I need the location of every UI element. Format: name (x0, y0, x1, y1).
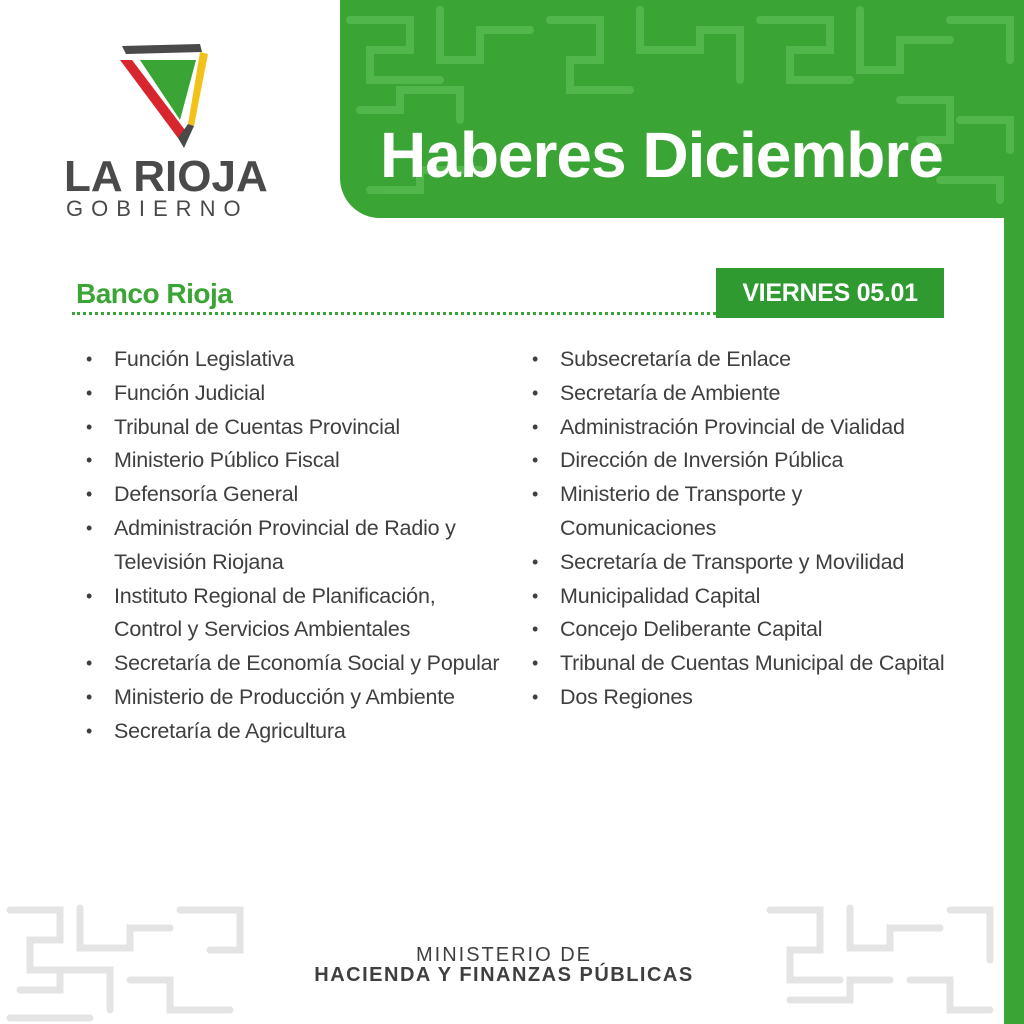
bullet-icon: • (532, 585, 539, 606)
list-item: • Tribunal de Cuentas Municipal de Capital (530, 647, 950, 681)
bullet-icon: • (86, 484, 93, 505)
list-item: • Ministerio Público Fiscal (84, 444, 504, 478)
list-item: • Secretaría de Agricultura (84, 715, 504, 749)
list-item: • Ministerio de Producción y Ambiente (84, 681, 504, 715)
list-item: • Administración Provincial de Vialidad (530, 411, 950, 445)
bullet-icon: • (86, 585, 93, 606)
bullet-icon: • (532, 382, 539, 403)
list-item: • Concejo Deliberante Capital (530, 613, 950, 647)
bullet-icon: • (86, 349, 93, 369)
page-title: Haberes Diciembre (380, 119, 943, 191)
list-item: • Subsecretaría de Enlace (530, 343, 950, 377)
side-stripe (1004, 218, 1024, 1024)
bank-heading: Banco Rioja (76, 278, 233, 309)
list-item: • Ministerio de Transporte y Comunicaciones (530, 478, 950, 546)
list-item: • Secretaría de Economía Social y Popular (84, 647, 504, 681)
bullet-icon: • (532, 686, 539, 707)
left-agency-list (84, 343, 504, 749)
dotted-divider (72, 312, 716, 315)
list-item: • Secretaría de Transporte y Movilidad (530, 546, 950, 580)
bullet-icon: • (532, 619, 539, 640)
bullet-icon: • (532, 653, 539, 674)
bullet-icon: • (86, 450, 93, 471)
list-item: • Instituto Regional de Planificación, Control y Servicios Ambientales (84, 580, 504, 648)
header-banner (340, 0, 1024, 218)
logo-subtitle: GOBIERNO (66, 196, 249, 221)
list-item: • Tribunal de Cuentas Provincial (84, 411, 504, 445)
date-badge: VIERNES 05.01 (716, 268, 944, 318)
bullet-icon: • (86, 517, 93, 538)
bullet-icon: • (532, 416, 539, 437)
list-item: • Dirección de Inversión Pública (530, 444, 950, 478)
bullet-icon: • (532, 450, 539, 471)
bullet-icon: • (86, 382, 93, 403)
logo-name: LA RIOJA (64, 152, 268, 201)
list-item: • Función Legislativa (84, 343, 504, 377)
list-item: • Municipalidad Capital (530, 580, 950, 614)
ministry-line-2: HACIENDA Y FINANZAS PÚBLICAS (314, 964, 694, 986)
list-item: • Administración Provincial de Radio y Televisión Riojana (84, 512, 504, 580)
bullet-icon: • (532, 484, 539, 505)
bullet-icon: • (86, 686, 93, 707)
bullet-icon: • (86, 720, 93, 741)
bullet-icon: • (532, 551, 539, 572)
bullet-icon: • (86, 416, 93, 437)
bullet-icon: • (86, 653, 93, 674)
list-item: • Secretaría de Ambiente (530, 377, 950, 411)
ministry-line-1: MINISTERIO DE (415, 944, 592, 966)
list-item: • Dos Regiones (530, 681, 950, 715)
list-item: • Defensoría General (84, 478, 504, 512)
bullet-icon: • (532, 349, 539, 369)
list-item: • Función Judicial (84, 377, 504, 411)
right-agency-list (530, 343, 950, 715)
